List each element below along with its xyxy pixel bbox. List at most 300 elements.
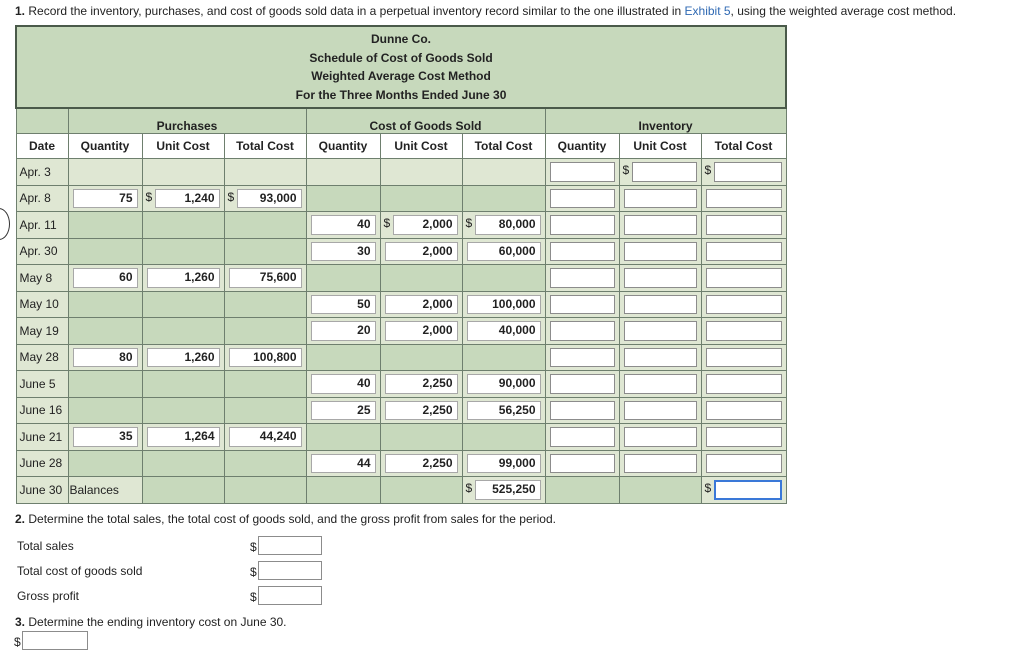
cogs-unit-cost-cell xyxy=(380,238,462,265)
inventory-unit-cost-wrap xyxy=(620,159,701,185)
cogs-unit-cost-wrap xyxy=(381,371,462,397)
purchase-unit-cost-cell xyxy=(142,265,224,292)
total-cogs-label: Total cost of goods sold xyxy=(17,564,143,578)
row-date: May 10 xyxy=(16,291,68,318)
inventory-total-cost-cell xyxy=(701,397,786,424)
col-header-cogs-total-cost: Total Cost xyxy=(462,134,545,159)
total-sales-input[interactable] xyxy=(258,536,322,555)
inventory-total-cost-input[interactable] xyxy=(706,427,782,447)
inventory-total-cost-cell xyxy=(701,185,786,212)
purchase-total-cost-cell xyxy=(224,424,306,451)
cogs-total-cost-cell xyxy=(462,291,545,318)
purchase-unit-cost-cell xyxy=(142,291,224,318)
purchase-total-cost-currency: $ xyxy=(227,189,235,204)
balances-cogs-total-value: 525,250 xyxy=(475,480,541,500)
inventory-quantity-wrap xyxy=(546,371,619,397)
balances-cogs-total-cell xyxy=(462,477,545,504)
purchase-total-cost-wrap xyxy=(225,186,306,212)
inventory-unit-cost-input[interactable] xyxy=(624,321,697,341)
inventory-quantity-cell xyxy=(545,371,619,398)
inventory-total-cost-wrap xyxy=(702,345,786,371)
purchase-unit-cost-value: 1,260 xyxy=(147,348,220,368)
cogs-unit-cost-value: 2,250 xyxy=(385,454,458,474)
purchase-quantity-value: 60 xyxy=(73,268,138,288)
inventory-quantity-cell xyxy=(545,185,619,212)
purchase-quantity-wrap xyxy=(69,345,142,371)
col-header-inventory-quantity: Quantity xyxy=(545,134,619,159)
inventory-total-cost-cell xyxy=(701,212,786,239)
col-header-cogs-quantity: Quantity xyxy=(306,134,380,159)
purchase-total-cost-cell xyxy=(224,212,306,239)
inventory-unit-cost-input[interactable] xyxy=(624,242,697,262)
balances-inventory-total-cell xyxy=(701,477,786,504)
cogs-quantity-cell xyxy=(306,291,380,318)
inventory-total-cost-wrap xyxy=(702,318,786,344)
cogs-unit-cost-value: 2,250 xyxy=(385,374,458,394)
purchase-quantity-cell xyxy=(68,212,142,239)
inventory-unit-cost-cell xyxy=(619,424,701,451)
cogs-quantity-value: 20 xyxy=(311,321,376,341)
row-date: June 28 xyxy=(16,450,68,477)
table-row xyxy=(16,371,786,398)
table-row xyxy=(16,397,786,424)
inventory-unit-cost-cell xyxy=(619,291,701,318)
ending-inventory-currency: $ xyxy=(14,635,21,649)
gross-profit-currency: $ xyxy=(250,590,257,604)
purchase-unit-cost-cell xyxy=(142,450,224,477)
inventory-total-cost-input[interactable] xyxy=(706,215,782,235)
cogs-quantity-cell xyxy=(306,344,380,371)
cogs-quantity-wrap xyxy=(307,239,380,265)
inventory-total-cost-cell xyxy=(701,450,786,477)
inventory-total-cost-wrap xyxy=(702,186,786,212)
balances-cogs-total-wrap xyxy=(463,477,545,503)
period-name: For the Three Months Ended June 30 xyxy=(295,87,507,102)
inventory-total-cost-wrap xyxy=(702,265,786,291)
purchase-total-cost-cell xyxy=(224,159,306,186)
total-sales-label: Total sales xyxy=(17,539,74,553)
purchase-quantity-wrap xyxy=(69,265,142,291)
inventory-unit-cost-wrap xyxy=(620,398,701,424)
inventory-total-cost-cell xyxy=(701,344,786,371)
inventory-unit-cost-wrap xyxy=(620,212,701,238)
purchase-quantity-cell xyxy=(68,185,142,212)
inventory-quantity-input[interactable] xyxy=(550,454,615,474)
purchase-quantity-cell xyxy=(68,291,142,318)
col-header-date: Date xyxy=(16,134,68,159)
cogs-quantity-cell xyxy=(306,450,380,477)
inventory-quantity-input[interactable] xyxy=(550,348,615,368)
schedule-title xyxy=(16,26,786,108)
scroll-edge-indicator xyxy=(0,208,10,240)
balances-empty-cell xyxy=(306,477,380,504)
cogs-unit-cost-value: 2,250 xyxy=(385,401,458,421)
purchase-total-cost-cell xyxy=(224,318,306,345)
purchase-total-cost-cell xyxy=(224,265,306,292)
schedule-name: Schedule of Cost of Goods Sold xyxy=(309,50,493,65)
cogs-total-cost-wrap xyxy=(463,398,545,424)
purchase-quantity-cell xyxy=(68,159,142,186)
cogs-quantity-value: 40 xyxy=(311,215,376,235)
total-cogs-input[interactable] xyxy=(258,561,322,580)
inventory-quantity-input[interactable] xyxy=(550,162,615,182)
balances-empty-cell xyxy=(619,477,701,504)
inventory-total-cost-input[interactable] xyxy=(706,189,782,209)
inventory-total-cost-wrap xyxy=(702,398,786,424)
cogs-total-cost-value: 80,000 xyxy=(475,215,541,235)
inventory-unit-cost-input[interactable] xyxy=(624,454,697,474)
table-row xyxy=(16,212,786,239)
question-1-text: Record the inventory, purchases, and cost of goods sold data in a perpetual inventory record similar to the one illustrated in xyxy=(28,4,682,18)
cogs-quantity-value: 40 xyxy=(311,374,376,394)
inventory-unit-cost-input[interactable] xyxy=(624,374,697,394)
inventory-quantity-wrap xyxy=(546,159,619,185)
inventory-unit-cost-input[interactable] xyxy=(624,401,697,421)
cogs-quantity-cell xyxy=(306,159,380,186)
purchase-unit-cost-value: 1,240 xyxy=(155,189,220,209)
cogs-unit-cost-value: 2,000 xyxy=(393,215,458,235)
purchase-unit-cost-wrap xyxy=(143,424,224,450)
inventory-total-cost-currency: $ xyxy=(704,163,712,177)
cogs-total-cost-value: 99,000 xyxy=(467,454,541,474)
inventory-quantity-wrap xyxy=(546,265,619,291)
inventory-quantity-input[interactable] xyxy=(550,321,615,341)
inventory-total-cost-cell xyxy=(701,265,786,292)
ending-inventory-input[interactable] xyxy=(22,631,88,650)
inventory-total-cost-input[interactable] xyxy=(706,321,782,341)
cogs-total-cost-cell xyxy=(462,344,545,371)
col-header-purchase-unit-cost: Unit Cost xyxy=(142,134,224,159)
cogs-unit-cost-cell xyxy=(380,185,462,212)
inventory-total-cost-input[interactable] xyxy=(706,374,782,394)
inventory-total-cost-cell xyxy=(701,291,786,318)
table-row xyxy=(16,159,786,186)
question-1-text-end: , using the weighted average cost method. xyxy=(730,4,957,18)
purchase-total-cost-cell xyxy=(224,371,306,398)
balances-row xyxy=(16,477,786,504)
cogs-unit-cost-cell xyxy=(380,371,462,398)
inventory-unit-cost-input[interactable] xyxy=(624,268,697,288)
cogs-total-cost-cell xyxy=(462,450,545,477)
balances-empty-cell xyxy=(224,477,306,504)
cogs-total-cost-cell xyxy=(462,238,545,265)
inventory-quantity-cell xyxy=(545,159,619,186)
question-2-text: Determine the total sales, the total cost of goods sold, and the gross profit from sales for the period. xyxy=(28,512,556,526)
inventory-quantity-cell xyxy=(545,291,619,318)
method-name: Weighted Average Cost Method xyxy=(311,69,491,83)
purchase-total-cost-value: 100,800 xyxy=(229,348,302,368)
cogs-total-cost-value: 56,250 xyxy=(467,401,541,421)
cogs-total-cost-value: 40,000 xyxy=(467,321,541,341)
col-header-purchase-quantity: Quantity xyxy=(68,134,142,159)
total-sales-currency: $ xyxy=(250,540,257,554)
exhibit-5-link[interactable]: Exhibit 5 xyxy=(684,4,731,18)
question-3-instructions xyxy=(15,615,287,629)
purchase-total-cost-wrap xyxy=(225,265,306,291)
balances-empty-cell xyxy=(142,477,224,504)
purchase-unit-cost-cell xyxy=(142,212,224,239)
inventory-total-cost-wrap xyxy=(702,239,786,265)
purchase-quantity-value: 75 xyxy=(73,189,138,209)
inventory-total-cost-input[interactable] xyxy=(706,348,782,368)
inventory-total-cost-wrap xyxy=(702,159,786,185)
group-header-blank xyxy=(16,108,68,134)
row-date: Apr. 8 xyxy=(16,185,68,212)
purchase-quantity-cell xyxy=(68,344,142,371)
purchase-unit-cost-cell xyxy=(142,238,224,265)
inventory-total-cost-input[interactable] xyxy=(706,454,782,474)
cogs-unit-cost-currency: $ xyxy=(383,216,391,230)
purchase-total-cost-value: 93,000 xyxy=(237,189,302,209)
inventory-quantity-input[interactable] xyxy=(550,427,615,447)
inventory-unit-cost-input[interactable] xyxy=(624,215,697,235)
cogs-quantity-cell xyxy=(306,371,380,398)
inventory-unit-cost-input[interactable] xyxy=(632,162,697,182)
purchase-unit-cost-cell xyxy=(142,424,224,451)
inventory-unit-cost-input[interactable] xyxy=(624,295,697,315)
purchase-unit-cost-cell xyxy=(142,185,224,212)
balances-date: June 30 xyxy=(16,477,68,504)
inventory-total-cost-cell xyxy=(701,238,786,265)
question-2-number: 2. xyxy=(15,512,26,526)
purchase-total-cost-wrap xyxy=(225,424,306,450)
inventory-unit-cost-wrap xyxy=(620,371,701,397)
row-date: May 8 xyxy=(16,265,68,292)
cogs-total-cost-cell xyxy=(462,397,545,424)
cogs-quantity-cell xyxy=(306,238,380,265)
cogs-quantity-cell xyxy=(306,318,380,345)
balances-cogs-currency: $ xyxy=(465,481,473,495)
purchase-unit-cost-cell xyxy=(142,318,224,345)
purchase-total-cost-cell xyxy=(224,291,306,318)
cogs-total-cost-wrap xyxy=(463,371,545,397)
inventory-total-cost-cell xyxy=(701,371,786,398)
cogs-unit-cost-value: 2,000 xyxy=(385,242,458,262)
table-row xyxy=(16,318,786,345)
inventory-quantity-input[interactable] xyxy=(550,215,615,235)
inventory-total-cost-cell xyxy=(701,318,786,345)
table-row xyxy=(16,450,786,477)
cogs-total-cost-value: 100,000 xyxy=(467,295,541,315)
balances-label: Balances xyxy=(68,477,142,504)
inventory-unit-cost-wrap xyxy=(620,451,701,477)
cogs-unit-cost-wrap xyxy=(381,239,462,265)
inventory-quantity-wrap xyxy=(546,398,619,424)
company-name: Dunne Co. xyxy=(371,32,432,46)
balances-inventory-total-input[interactable] xyxy=(714,480,782,500)
inventory-quantity-wrap xyxy=(546,451,619,477)
inventory-unit-cost-cell xyxy=(619,318,701,345)
cogs-total-cost-cell xyxy=(462,185,545,212)
inventory-quantity-cell xyxy=(545,318,619,345)
cogs-total-cost-cell xyxy=(462,212,545,239)
cogs-unit-cost-cell xyxy=(380,159,462,186)
inventory-unit-cost-cell xyxy=(619,450,701,477)
col-header-cogs-unit-cost: Unit Cost xyxy=(380,134,462,159)
inventory-quantity-input[interactable] xyxy=(550,295,615,315)
total-cogs-currency: $ xyxy=(250,565,257,579)
cogs-total-cost-value: 60,000 xyxy=(467,242,541,262)
inventory-quantity-cell xyxy=(545,212,619,239)
table-row xyxy=(16,185,786,212)
purchase-unit-cost-value: 1,260 xyxy=(147,268,220,288)
col-header-inventory-total-cost: Total Cost xyxy=(701,134,786,159)
inventory-unit-cost-input[interactable] xyxy=(624,189,697,209)
purchase-unit-cost-wrap xyxy=(143,345,224,371)
cogs-unit-cost-cell xyxy=(380,450,462,477)
purchase-unit-cost-wrap xyxy=(143,265,224,291)
purchase-total-cost-cell xyxy=(224,344,306,371)
cogs-quantity-value: 50 xyxy=(311,295,376,315)
inventory-unit-cost-wrap xyxy=(620,318,701,344)
row-date: June 5 xyxy=(16,371,68,398)
cogs-quantity-value: 25 xyxy=(311,401,376,421)
cogs-unit-cost-cell xyxy=(380,318,462,345)
inventory-total-cost-input[interactable] xyxy=(706,401,782,421)
inventory-total-cost-cell xyxy=(701,159,786,186)
inventory-quantity-cell xyxy=(545,344,619,371)
cogs-unit-cost-wrap xyxy=(381,212,462,238)
inventory-unit-cost-cell xyxy=(619,185,701,212)
inventory-unit-cost-cell xyxy=(619,212,701,239)
cogs-total-cost-wrap xyxy=(463,212,545,238)
purchase-quantity-wrap xyxy=(69,186,142,212)
row-date: Apr. 11 xyxy=(16,212,68,239)
question-3-number: 3. xyxy=(15,615,26,629)
question-1-number: 1. xyxy=(15,4,26,18)
cogs-quantity-wrap xyxy=(307,212,380,238)
purchase-quantity-cell xyxy=(68,450,142,477)
cogs-total-cost-wrap xyxy=(463,451,545,477)
balances-inventory-total-currency: $ xyxy=(704,481,712,495)
cogs-quantity-wrap xyxy=(307,292,380,318)
inventory-unit-cost-input[interactable] xyxy=(624,427,697,447)
purchase-total-cost-cell xyxy=(224,397,306,424)
inventory-unit-cost-cell xyxy=(619,397,701,424)
purchase-total-cost-cell xyxy=(224,185,306,212)
cogs-quantity-cell xyxy=(306,185,380,212)
cogs-total-cost-cell xyxy=(462,318,545,345)
col-header-purchase-total-cost: Total Cost xyxy=(224,134,306,159)
gross-profit-label: Gross profit xyxy=(17,589,80,603)
inventory-unit-cost-wrap xyxy=(620,424,701,450)
cogs-schedule xyxy=(15,25,785,504)
purchase-unit-cost-cell xyxy=(142,159,224,186)
purchase-total-cost-value: 44,240 xyxy=(229,427,302,447)
inventory-quantity-wrap xyxy=(546,239,619,265)
inventory-unit-cost-cell xyxy=(619,371,701,398)
cogs-unit-cost-wrap xyxy=(381,318,462,344)
inventory-unit-cost-currency: $ xyxy=(622,163,630,177)
inventory-total-cost-input[interactable] xyxy=(706,268,782,288)
purchase-unit-cost-cell xyxy=(142,371,224,398)
inventory-total-cost-wrap xyxy=(702,292,786,318)
inventory-quantity-input[interactable] xyxy=(550,374,615,394)
inventory-quantity-wrap xyxy=(546,318,619,344)
row-date: Apr. 3 xyxy=(16,159,68,186)
inventory-unit-cost-cell xyxy=(619,159,701,186)
inventory-unit-cost-cell xyxy=(619,265,701,292)
cogs-quantity-value: 30 xyxy=(311,242,376,262)
cogs-quantity-wrap xyxy=(307,398,380,424)
cogs-unit-cost-cell xyxy=(380,397,462,424)
inventory-total-cost-wrap xyxy=(702,451,786,477)
cogs-unit-cost-value: 2,000 xyxy=(385,321,458,341)
schedule-table xyxy=(15,25,787,504)
inventory-total-cost-wrap xyxy=(702,424,786,450)
inventory-quantity-wrap xyxy=(546,345,619,371)
gross-profit-input[interactable] xyxy=(258,586,322,605)
inventory-quantity-input[interactable] xyxy=(550,268,615,288)
cogs-total-cost-cell xyxy=(462,371,545,398)
inventory-total-cost-input[interactable] xyxy=(706,295,782,315)
row-date: Apr. 30 xyxy=(16,238,68,265)
inventory-unit-cost-cell xyxy=(619,344,701,371)
balances-empty-cell xyxy=(545,477,619,504)
inventory-quantity-input[interactable] xyxy=(550,242,615,262)
purchase-quantity-value: 35 xyxy=(73,427,138,447)
row-date: May 19 xyxy=(16,318,68,345)
inventory-unit-cost-wrap xyxy=(620,265,701,291)
cogs-total-cost-wrap xyxy=(463,318,545,344)
cogs-unit-cost-wrap xyxy=(381,451,462,477)
group-header-purchases: Purchases xyxy=(68,108,306,134)
purchase-quantity-cell xyxy=(68,371,142,398)
inventory-total-cost-wrap xyxy=(702,371,786,397)
cogs-quantity-cell xyxy=(306,265,380,292)
cogs-total-cost-currency: $ xyxy=(465,216,473,230)
cogs-total-cost-wrap xyxy=(463,239,545,265)
inventory-quantity-cell xyxy=(545,238,619,265)
cogs-unit-cost-cell xyxy=(380,424,462,451)
row-date: May 28 xyxy=(16,344,68,371)
inventory-quantity-cell xyxy=(545,424,619,451)
inventory-quantity-wrap xyxy=(546,292,619,318)
group-header-cogs: Cost of Goods Sold xyxy=(306,108,545,134)
question-2-instructions xyxy=(15,512,556,526)
inventory-unit-cost-wrap xyxy=(620,345,701,371)
purchase-total-cost-cell xyxy=(224,238,306,265)
inventory-quantity-input[interactable] xyxy=(550,189,615,209)
inventory-total-cost-input[interactable] xyxy=(706,242,782,262)
inventory-total-cost-input[interactable] xyxy=(714,162,782,182)
purchase-quantity-value: 80 xyxy=(73,348,138,368)
purchase-quantity-wrap xyxy=(69,424,142,450)
purchase-unit-cost-value: 1,264 xyxy=(147,427,220,447)
inventory-quantity-cell xyxy=(545,397,619,424)
inventory-quantity-input[interactable] xyxy=(550,401,615,421)
inventory-unit-cost-input[interactable] xyxy=(624,348,697,368)
cogs-quantity-value: 44 xyxy=(311,454,376,474)
purchase-total-cost-cell xyxy=(224,450,306,477)
cogs-unit-cost-cell xyxy=(380,265,462,292)
purchase-total-cost-value: 75,600 xyxy=(229,268,302,288)
cogs-total-cost-cell xyxy=(462,265,545,292)
cogs-unit-cost-cell xyxy=(380,344,462,371)
group-header-inventory: Inventory xyxy=(545,108,786,134)
col-header-inventory-unit-cost: Unit Cost xyxy=(619,134,701,159)
inventory-unit-cost-cell xyxy=(619,238,701,265)
cogs-quantity-wrap xyxy=(307,371,380,397)
inventory-total-cost-wrap xyxy=(702,212,786,238)
purchase-unit-cost-cell xyxy=(142,397,224,424)
inventory-unit-cost-wrap xyxy=(620,239,701,265)
inventory-unit-cost-wrap xyxy=(620,292,701,318)
cogs-unit-cost-wrap xyxy=(381,398,462,424)
cogs-total-cost-cell xyxy=(462,424,545,451)
cogs-quantity-cell xyxy=(306,397,380,424)
cogs-quantity-wrap xyxy=(307,451,380,477)
